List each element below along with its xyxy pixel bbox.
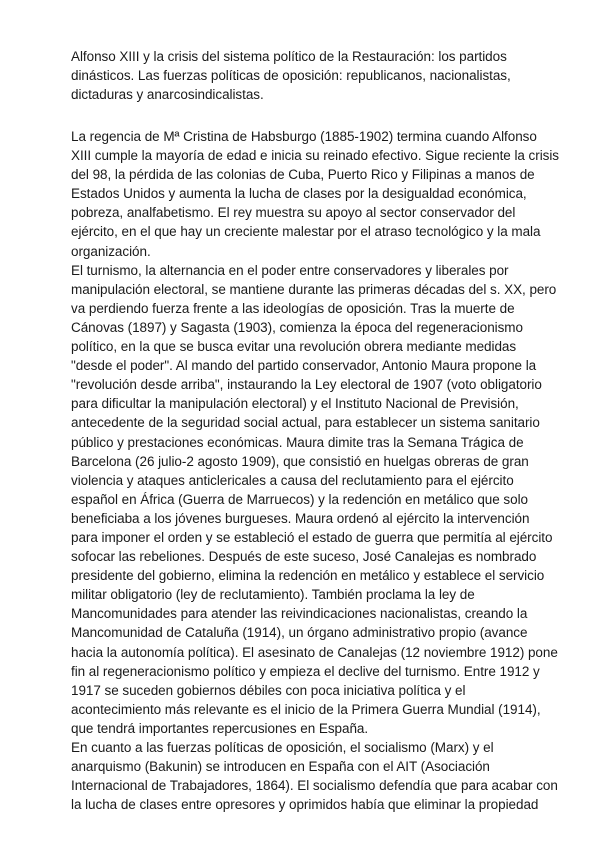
- body-line: manipulación electoral, se mantiene durante las primeras décadas del s. XX, pero: [71, 281, 557, 297]
- body-line: Internacional de Trabajadores, 1864). El socialismo defendía que para acabar con: [71, 778, 558, 794]
- body-line: político, en la que se busca evitar una revolución obrera mediante medidas: [71, 339, 517, 355]
- body-line: violencia y ataques anticlericales a causa del reclutamiento para el ejército: [71, 472, 514, 488]
- body-line: español en África (Guerra de Marruecos) y la redención en metálico que solo: [71, 491, 528, 507]
- body-line: "desde el poder". Al mando del partido conservador, Antonio Maura propone la: [71, 358, 537, 374]
- body-line: XIII cumple la mayoría de edad e inicia su reinado efectivo. Sigue reciente la crisis: [71, 148, 560, 164]
- body-line: Mancomunidades para atender las reivindicaciones nacionalistas, creando la: [71, 606, 528, 622]
- body-line: Barcelona (26 julio-2 agosto 1909), que consistió en huelgas obreras de gran: [71, 453, 529, 469]
- body-line: va perdiendo fuerza frente a las ideologías de oposición. Tras la muerte de: [71, 300, 515, 316]
- body-line: sofocar las rebeliones. Después de este suceso, José Canalejas es nombrado: [71, 549, 537, 565]
- document-body: [71, 127, 560, 814]
- body-line: la lucha de clases entre opresores y oprimidos había que eliminar la propiedad: [71, 797, 539, 813]
- body-line: 1917 se suceden gobiernos débiles con poca iniciativa política y el: [71, 682, 466, 698]
- body-line: beneficiaba a los jóvenes burgueses. Maura ordenó al ejército la intervención: [71, 510, 530, 526]
- body-line: fin al regeneracionismo político y empieza el declive del turnismo. Entre 1912 y: [71, 663, 540, 679]
- body-line: Cánovas (1897) y Sagasta (1903), comienza la época del regeneracionismo: [71, 319, 523, 335]
- title-line: dictaduras y anarcosindicalistas.: [71, 87, 264, 103]
- title-line: Alfonso XIII y la crisis del sistema político de la Restauración: los partidos: [71, 49, 507, 64]
- body-line: pobreza, analfabetismo. El rey muestra su apoyo al sector conservador del: [71, 205, 516, 221]
- body-line: militar obligatorio (ley de reclutamiento). También proclama la ley de: [71, 587, 475, 603]
- body-line: antecedente de la seguridad social actual, para establecer un sistema sanitario: [71, 415, 540, 431]
- body-line: organización.: [71, 243, 151, 259]
- body-line: para dificultar la manipulación electoral) y el Instituto Nacional de Previsión,: [71, 396, 519, 412]
- body-line: acontecimiento más relevante es el inicio de la Primera Guerra Mundial (1914),: [71, 701, 541, 717]
- body-line: El turnismo, la alternancia en el poder entre conservadores y liberales por: [71, 262, 509, 278]
- body-line: "revolución desde arriba", instaurando la Ley electoral de 1907 (voto obligatorio: [71, 377, 542, 393]
- body-line: del 98, la pérdida de las colonias de Cuba, Puerto Rico y Filipinas a manos de: [71, 167, 535, 183]
- title-line: dinásticos. Las fuerzas políticas de oposición: republicanos, nacionalistas,: [71, 68, 511, 84]
- body-line: que tendrá importantes repercusiones en España.: [71, 720, 369, 736]
- body-line: ejército, en el que hay un creciente malestar por el atraso tecnológico y la mala: [71, 224, 541, 240]
- body-line: Estados Unidos y aumenta la lucha de clases por la desigualdad económica,: [71, 186, 527, 202]
- body-line: público y prestaciones económicas. Maura dimite tras la Semana Trágica de: [71, 434, 524, 450]
- body-line: presidente del gobierno, elimina la redención en metálico y establece el servicio: [71, 568, 545, 584]
- body-line: La regencia de Mª Cristina de Habsburgo (1885-1902) termina cuando Alfonso: [71, 129, 537, 144]
- document-title: [71, 47, 541, 104]
- body-line: En cuanto a las fuerzas políticas de oposición, el socialismo (Marx) y el: [71, 740, 494, 755]
- body-line: Mancomunidad de Cataluña (1914), un órgano administrativo propio (avance: [71, 625, 528, 641]
- body-line: hacia la autonomía política). El asesinato de Canalejas (12 noviembre 1912) pone: [71, 644, 558, 660]
- body-line: anarquismo (Bakunin) se introducen en España con el AIT (Asociación: [71, 759, 490, 775]
- body-line: para imponer el orden y se estableció el estado de guerra que permitía al ejército: [71, 529, 553, 545]
